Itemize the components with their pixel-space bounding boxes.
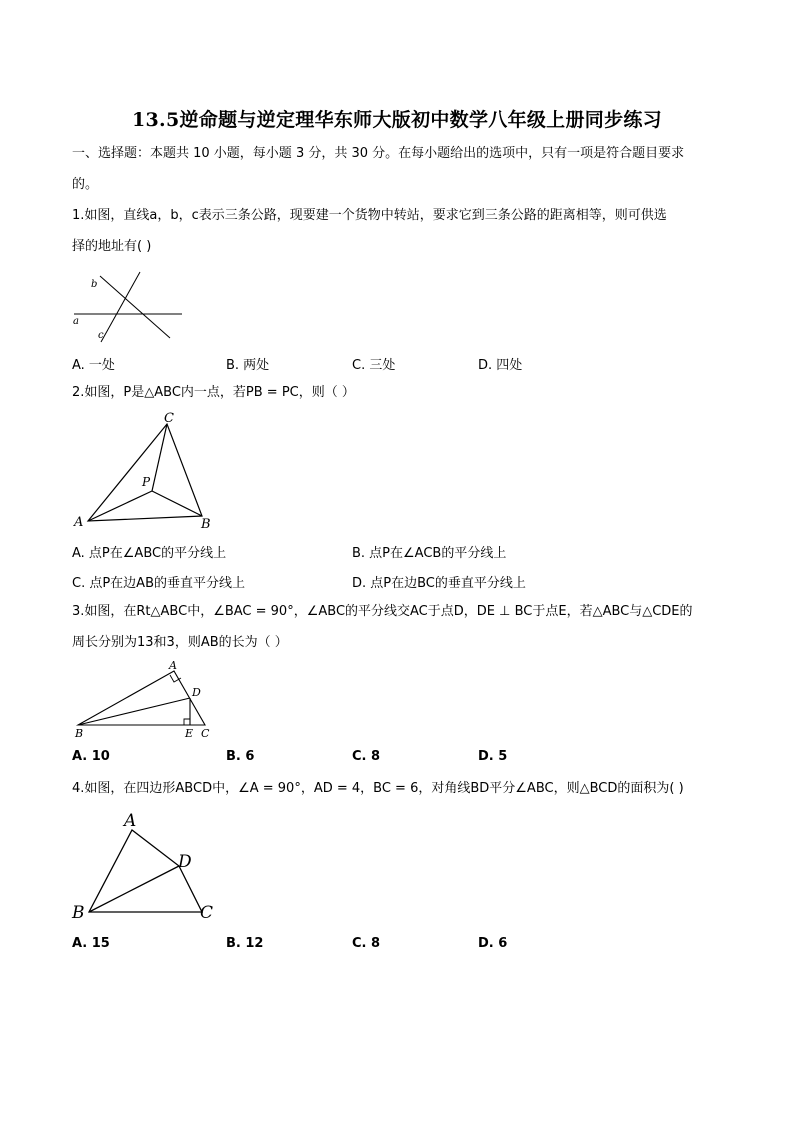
question-2-figure — [70, 408, 220, 534]
label-b: B — [72, 903, 85, 923]
section-instructions-line1: 一、选择题：本题共 10 小题，每小题 3 分，共 30 分。在每小题给出的选项中，只有一项是符合题目要求 — [72, 146, 685, 161]
question-3-option-b[interactable]: B. 6 — [226, 749, 255, 764]
page-title: 13.5逆命题与逆定理华东师大版初中数学八年级上册同步练习 — [132, 109, 662, 131]
question-4-stem: 4.如图，在四边形ABCD中，∠A = 90°，AD = 4，BC = 6，对角线BD平分∠ABC，则△BCD的面积为( ) — [72, 781, 684, 796]
label-e: E — [185, 727, 194, 740]
question-4-option-d[interactable]: D. 6 — [478, 936, 508, 951]
question-2-option-d[interactable]: D. 点P在边BC的垂直平分线上 — [352, 576, 526, 591]
question-1-stem-line1: 1.如图，直线a，b，c表示三条公路，现要建一个货物中转站，要求它到三条公路的距离相等，则可供选 — [72, 208, 667, 223]
question-3-option-d[interactable]: D. 5 — [478, 749, 508, 764]
section-instructions-line2: 的。 — [72, 177, 99, 192]
label-b: b — [91, 279, 98, 290]
segment-bd — [78, 698, 190, 725]
label-c: C — [200, 903, 214, 923]
question-2-option-b[interactable]: B. 点P在∠ACB的平分线上 — [352, 546, 507, 561]
right-angle-e — [184, 719, 190, 725]
label-c: c — [98, 330, 104, 341]
question-1-figure — [70, 268, 190, 344]
question-4-option-b[interactable]: B. 12 — [226, 936, 264, 951]
label-c: C — [164, 411, 174, 426]
question-3-stem-line2: 周长分别为13和3，则AB的长为（ ） — [72, 635, 288, 650]
question-4-option-c[interactable]: C. 8 — [352, 936, 381, 951]
question-3-stem-line1: 3.如图，在Rt△ABC中，∠BAC = 90°，∠ABC的平分线交AC于点D，DE ⊥ BC于点E，若△ABC与△CDE的 — [72, 604, 693, 619]
label-b: B — [75, 727, 84, 740]
question-3-option-a[interactable]: A. 10 — [72, 749, 110, 764]
question-2-stem: 2.如图，P是△ABC内一点，若PB = PC，则（ ） — [72, 385, 355, 400]
question-4-figure — [70, 806, 220, 924]
triangle-abc — [88, 424, 202, 521]
label-a: A — [74, 515, 84, 530]
question-1-stem-line2: 择的地址有( ) — [72, 239, 152, 254]
question-1-option-b[interactable]: B. 两处 — [226, 358, 270, 373]
question-2-option-c[interactable]: C. 点P在边AB的垂直平分线上 — [72, 576, 245, 591]
label-b: B — [201, 517, 211, 532]
label-a: a — [73, 316, 79, 327]
question-1-option-c[interactable]: C. 三处 — [352, 358, 396, 373]
question-1-option-a[interactable]: A. 一处 — [72, 358, 115, 373]
question-2-option-a[interactable]: A. 点P在∠ABC的平分线上 — [72, 546, 227, 561]
label-d: D — [192, 686, 201, 699]
question-1-option-d[interactable]: D. 四处 — [478, 358, 523, 373]
segment-pa — [88, 491, 152, 521]
label-a: A — [169, 659, 177, 672]
diagonal-bd — [89, 866, 179, 912]
label-p: P — [142, 475, 151, 489]
triangle-abc — [78, 671, 205, 725]
line-b — [100, 276, 170, 338]
question-3-option-c[interactable]: C. 8 — [352, 749, 381, 764]
question-4-option-a[interactable]: A. 15 — [72, 936, 110, 951]
label-a: A — [124, 811, 137, 831]
label-c: C — [201, 727, 210, 740]
question-3-figure — [70, 656, 220, 740]
label-d: D — [178, 852, 192, 872]
